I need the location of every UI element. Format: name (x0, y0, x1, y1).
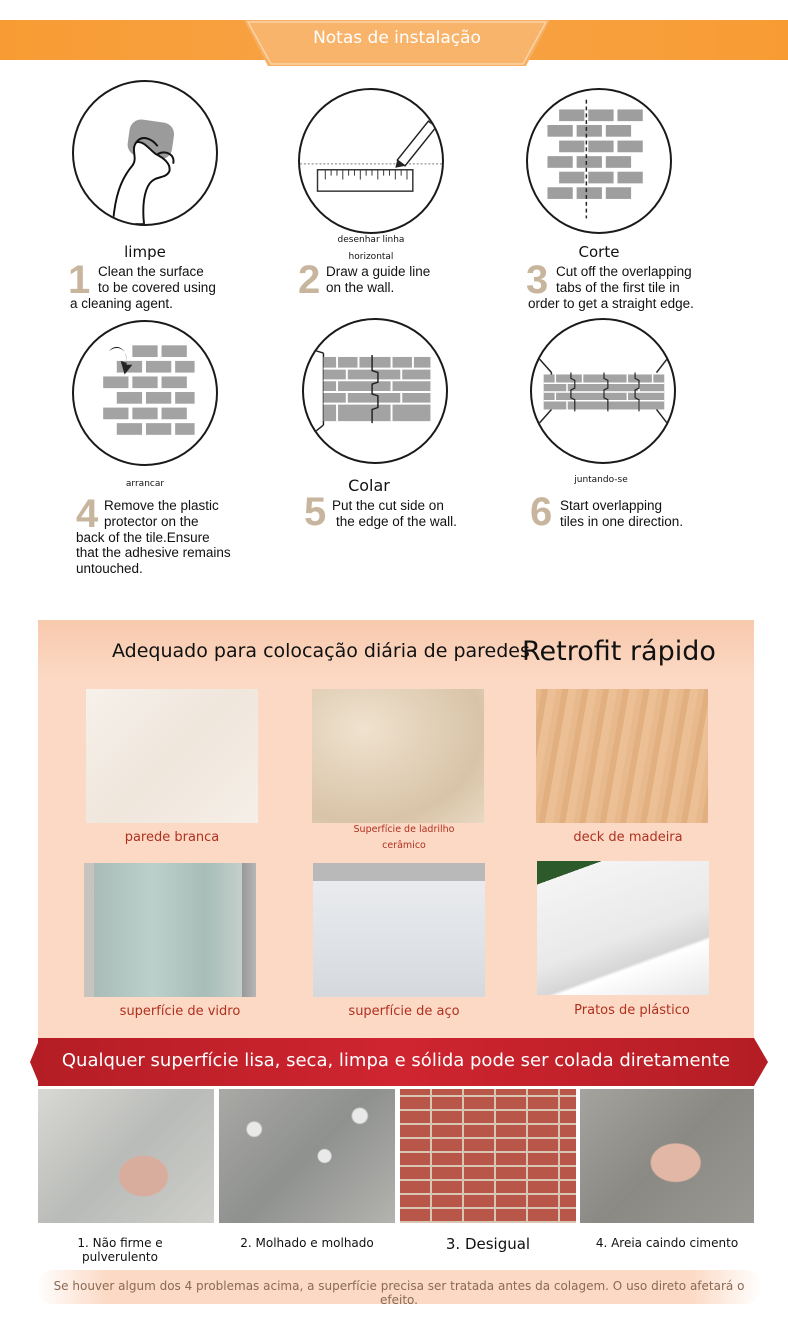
white-wall-image (86, 689, 258, 823)
step-1-line-3: a cleaning agent. (70, 296, 173, 311)
step-4-illustration (72, 320, 218, 466)
step-3-number: 3 (526, 258, 549, 302)
step-2-illustration (298, 88, 444, 234)
step-6-line-2: tiles in one direction. (560, 514, 684, 529)
wall-corner-tile-icon (304, 320, 446, 462)
step-4-number: 4 (76, 492, 99, 536)
problem-label-2: 2. Molhado e molhado (240, 1236, 374, 1250)
step-6-title: juntando-se (574, 475, 628, 485)
problem-label-4: 4. Areia caindo cimento (595, 1236, 739, 1250)
footer-note: Se houver algum dos 4 problemas acima, a superfície precisa ser tratada antes da colagem. O uso direto afetará o efeito. (53, 1279, 745, 1307)
overlapping-tiles-icon (532, 320, 674, 462)
surface-label-plastic: Pratos de plástico (574, 1003, 690, 1018)
retrofit-title: Retrofit rápido (522, 636, 716, 667)
step-4-line-4: that the adhesive remains (76, 545, 231, 560)
step-4-line-3: back of the tile.Ensure (76, 530, 210, 545)
glass-surface-image (84, 863, 256, 997)
sandy-cement-image (580, 1089, 754, 1223)
plastic-plates-image (537, 861, 709, 995)
powdery-wall-image (38, 1089, 214, 1223)
surface-label-ceramic-line-1: Superfície de ladrilho (353, 824, 455, 835)
step-3-line-1: Cut off the overlapping (556, 264, 692, 279)
step-5-illustration (302, 318, 448, 464)
wet-wall-image (219, 1089, 395, 1223)
step-5-title: Colar (348, 476, 390, 495)
step-3-illustration (526, 88, 672, 234)
step-1-title: limpe (124, 243, 166, 261)
problem-label-3: 3. Desigual (445, 1235, 531, 1253)
step-4-title: arrancar (125, 479, 165, 489)
brick-wall-image (400, 1089, 576, 1223)
step-1-line-2: to be covered using (98, 280, 216, 295)
step-4-line-5: untouched. (76, 561, 143, 576)
ruler-pencil-icon (300, 90, 442, 232)
page-title: Notas de instalação (313, 28, 481, 48)
surface-label-wood-deck: deck de madeira (573, 830, 683, 845)
step-3-line-3: order to get a straight edge. (528, 296, 694, 311)
step-5-number: 5 (304, 490, 327, 534)
surface-label-glass: superfície de vidro (119, 1004, 241, 1019)
surface-label-ceramic-line-2: cerâmico (382, 840, 426, 851)
step-6-number: 6 (530, 490, 553, 534)
problem-label-1: 1. Não firme e pulverulento (77, 1236, 163, 1264)
suitable-title: Adequado para colocação diária de paredes (112, 640, 530, 662)
step-2-number: 2 (298, 258, 321, 302)
step-5-line-2: the edge of the wall. (336, 514, 457, 529)
step-5-line-1: Put the cut side on (332, 498, 444, 513)
step-1-line-1: Clean the surface (98, 264, 204, 279)
banner-text: Qualquer superfície lisa, seca, limpa e sólida pode ser colada diretamente (61, 1050, 731, 1071)
surface-label-steel: superfície de aço (348, 1004, 460, 1019)
step-3-line-2: tabs of the first tile in (556, 280, 680, 295)
step-3-title: Corte (578, 243, 620, 261)
step-4-line-2: protector on the (104, 514, 199, 529)
steel-surface-image (313, 863, 485, 997)
surface-label-white-wall: parede branca (124, 830, 220, 845)
step-2-line-2: on the wall. (326, 280, 395, 295)
tile-cut-icon (528, 90, 670, 232)
step-1-illustration (72, 80, 218, 226)
peel-tile-icon (74, 322, 216, 464)
step-2-title-line-2: horizontal (348, 252, 394, 262)
hand-sponge-icon (74, 82, 216, 224)
step-2-line-1: Draw a guide line (326, 264, 431, 279)
ceramic-tile-image (312, 689, 484, 823)
step-2-title-line-1: desenhar linha (337, 235, 405, 245)
step-1-number: 1 (68, 258, 91, 302)
step-6-line-1: Start overlapping (560, 498, 663, 513)
step-6-illustration (530, 318, 676, 464)
wood-deck-image (536, 689, 708, 823)
step-4-line-1: Remove the plastic (104, 498, 219, 513)
banner-right-cap (754, 1038, 768, 1086)
